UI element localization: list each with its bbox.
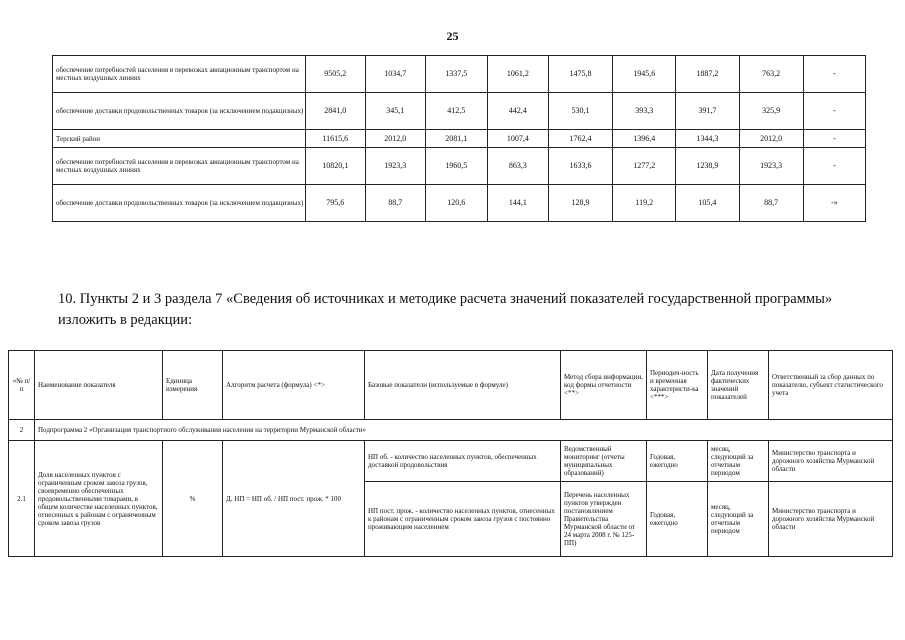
receipt-date: месяц, следующий за отчетным периодом [708, 441, 769, 482]
indicator-algorithm: Д. НП = НП об. / НП пост. прож. * 100 [223, 441, 365, 557]
subprogram-title: Подпрограмма 2 «Организация транспортного обслуживания населения на территории Мурманской области» [35, 420, 893, 441]
table-cell: 795,6 [305, 185, 365, 222]
header-date: Дата получения фактических значений показателей [708, 351, 769, 420]
header-method: Метод сбора информации, код формы отчетности <**> [561, 351, 647, 420]
row-label: обеспечение потребностей населения в перевозках авиационным транспортом на местных воздушных линиях [53, 56, 306, 93]
table-cell: 1396,4 [613, 130, 676, 148]
periodicity: Годовая, ежегодно [647, 441, 708, 482]
table-cell: 325,9 [739, 93, 803, 130]
indicator-row [9, 441, 893, 482]
table-cell: 88,7 [739, 185, 803, 222]
table-cell: - [803, 56, 865, 93]
table-cell: -» [803, 185, 865, 222]
header-name: Наименование показателя [35, 351, 163, 420]
section-heading: 10. Пункты 2 и 3 раздела 7 «Сведения об источниках и методике расчета значений показателей государственной программы» изложить в редакции: [58, 291, 833, 328]
table-cell: 2081,1 [425, 130, 487, 148]
responsible: Министерство транспорта и дорожного хозяйства Мурманской области [769, 482, 893, 557]
subprogram-row [9, 420, 893, 441]
responsible: Министерство транспорта и дорожного хозяйства Мурманской области [769, 441, 893, 482]
table-row [53, 93, 866, 130]
periodicity: Годовая, ежегодно [647, 482, 708, 557]
financing-table [52, 55, 866, 222]
indicator-table [8, 350, 893, 557]
table-cell: 1475,8 [548, 56, 612, 93]
header-base: Базовые показатели (используемые в формуле) [365, 351, 561, 420]
table-cell: 345,1 [365, 93, 425, 130]
table-cell: - [803, 130, 865, 148]
table-cell: 1277,2 [613, 148, 676, 185]
table-cell: - [803, 148, 865, 185]
table-cell: 1887,2 [676, 56, 739, 93]
header-period: Периодич-ность и временная характеристи-ка <***> [647, 351, 708, 420]
row-label: обеспечение доставки продовольственных товаров (за исключением подакцизных) [53, 185, 306, 222]
header-algorithm: Алгоритм расчета (формула) <*> [223, 351, 365, 420]
table-cell: 1762,4 [548, 130, 612, 148]
table-cell: - [803, 93, 865, 130]
header-unit: Единица измерения [163, 351, 223, 420]
table-cell: 1007,4 [487, 130, 548, 148]
collection-method: Ведомственный мониторинг (отчеты муниципальных образований) [561, 441, 647, 482]
indicator-name: Доля населенных пунктов с ограниченным сроком завоза грузов, своевременно обеспеченных продовольственными товарами, в общем количестве населенных пунктов, отнесенных к районам с ограниченным сроком завоза грузов [35, 441, 163, 557]
indicator-unit: % [163, 441, 223, 557]
table-row [53, 130, 866, 148]
table-cell: 119,2 [613, 185, 676, 222]
collection-method: Перечень населенных пунктов утвержден постановлением Правительства Мурманской области от 24 марта 2008 г. № 125-ПП) [561, 482, 647, 557]
table-cell: 128,9 [548, 185, 612, 222]
row-label: обеспечение потребностей населения в перевозках авиационным транспортом на местных воздушных линиях [53, 148, 306, 185]
table-cell: 1945,6 [613, 56, 676, 93]
page-number: 25 [446, 29, 459, 43]
table-cell: 2012,0 [739, 130, 803, 148]
table-cell: 412,5 [425, 93, 487, 130]
row-label: обеспечение доставки продовольственных товаров (за исключением подакцизных) [53, 93, 306, 130]
table-cell: 1923,3 [365, 148, 425, 185]
receipt-date: месяц, следующий за отчетным периодом [708, 482, 769, 557]
table-cell: 1238,9 [676, 148, 739, 185]
table-cell: 1923,3 [739, 148, 803, 185]
row-label: Терский район [53, 130, 306, 148]
table-cell: 1061,2 [487, 56, 548, 93]
table-cell: 105,4 [676, 185, 739, 222]
base-indicator: НП пост. прож. - количество населенных пунктов, отнесенных к районам с ограниченным сроком завоза грузов с постоянно проживающим населением [365, 482, 561, 557]
table-cell: 9505,2 [305, 56, 365, 93]
header-responsible: Ответственный за сбор данных по показателю, субъект статистического учета [769, 351, 893, 420]
table-row [53, 148, 866, 185]
table-cell: 88,7 [365, 185, 425, 222]
base-indicator: НП об. - количество населенных пунктов, обеспеченных доставкой продовольствия [365, 441, 561, 482]
table-cell: 120,6 [425, 185, 487, 222]
table-cell: 1960,5 [425, 148, 487, 185]
indicator-num: 2.1 [9, 441, 35, 557]
table-cell: 393,3 [613, 93, 676, 130]
table-cell: 1034,7 [365, 56, 425, 93]
table-cell: 2012,0 [365, 130, 425, 148]
table-cell: 530,1 [548, 93, 612, 130]
table-cell: 2841,0 [305, 93, 365, 130]
table-cell: 863,3 [487, 148, 548, 185]
table-cell: 1633,6 [548, 148, 612, 185]
table-cell: 442,4 [487, 93, 548, 130]
table-row [53, 56, 866, 93]
header-num: «№ п/п [9, 351, 35, 420]
table-header-row [9, 351, 893, 420]
subprogram-num: 2 [9, 420, 35, 441]
table-cell: 144,1 [487, 185, 548, 222]
table-cell: 763,2 [739, 56, 803, 93]
table-row [53, 185, 866, 222]
table-cell: 1337,5 [425, 56, 487, 93]
table-cell: 1344,3 [676, 130, 739, 148]
table-cell: 391,7 [676, 93, 739, 130]
table-cell: 10820,1 [305, 148, 365, 185]
table-cell: 11615,6 [305, 130, 365, 148]
